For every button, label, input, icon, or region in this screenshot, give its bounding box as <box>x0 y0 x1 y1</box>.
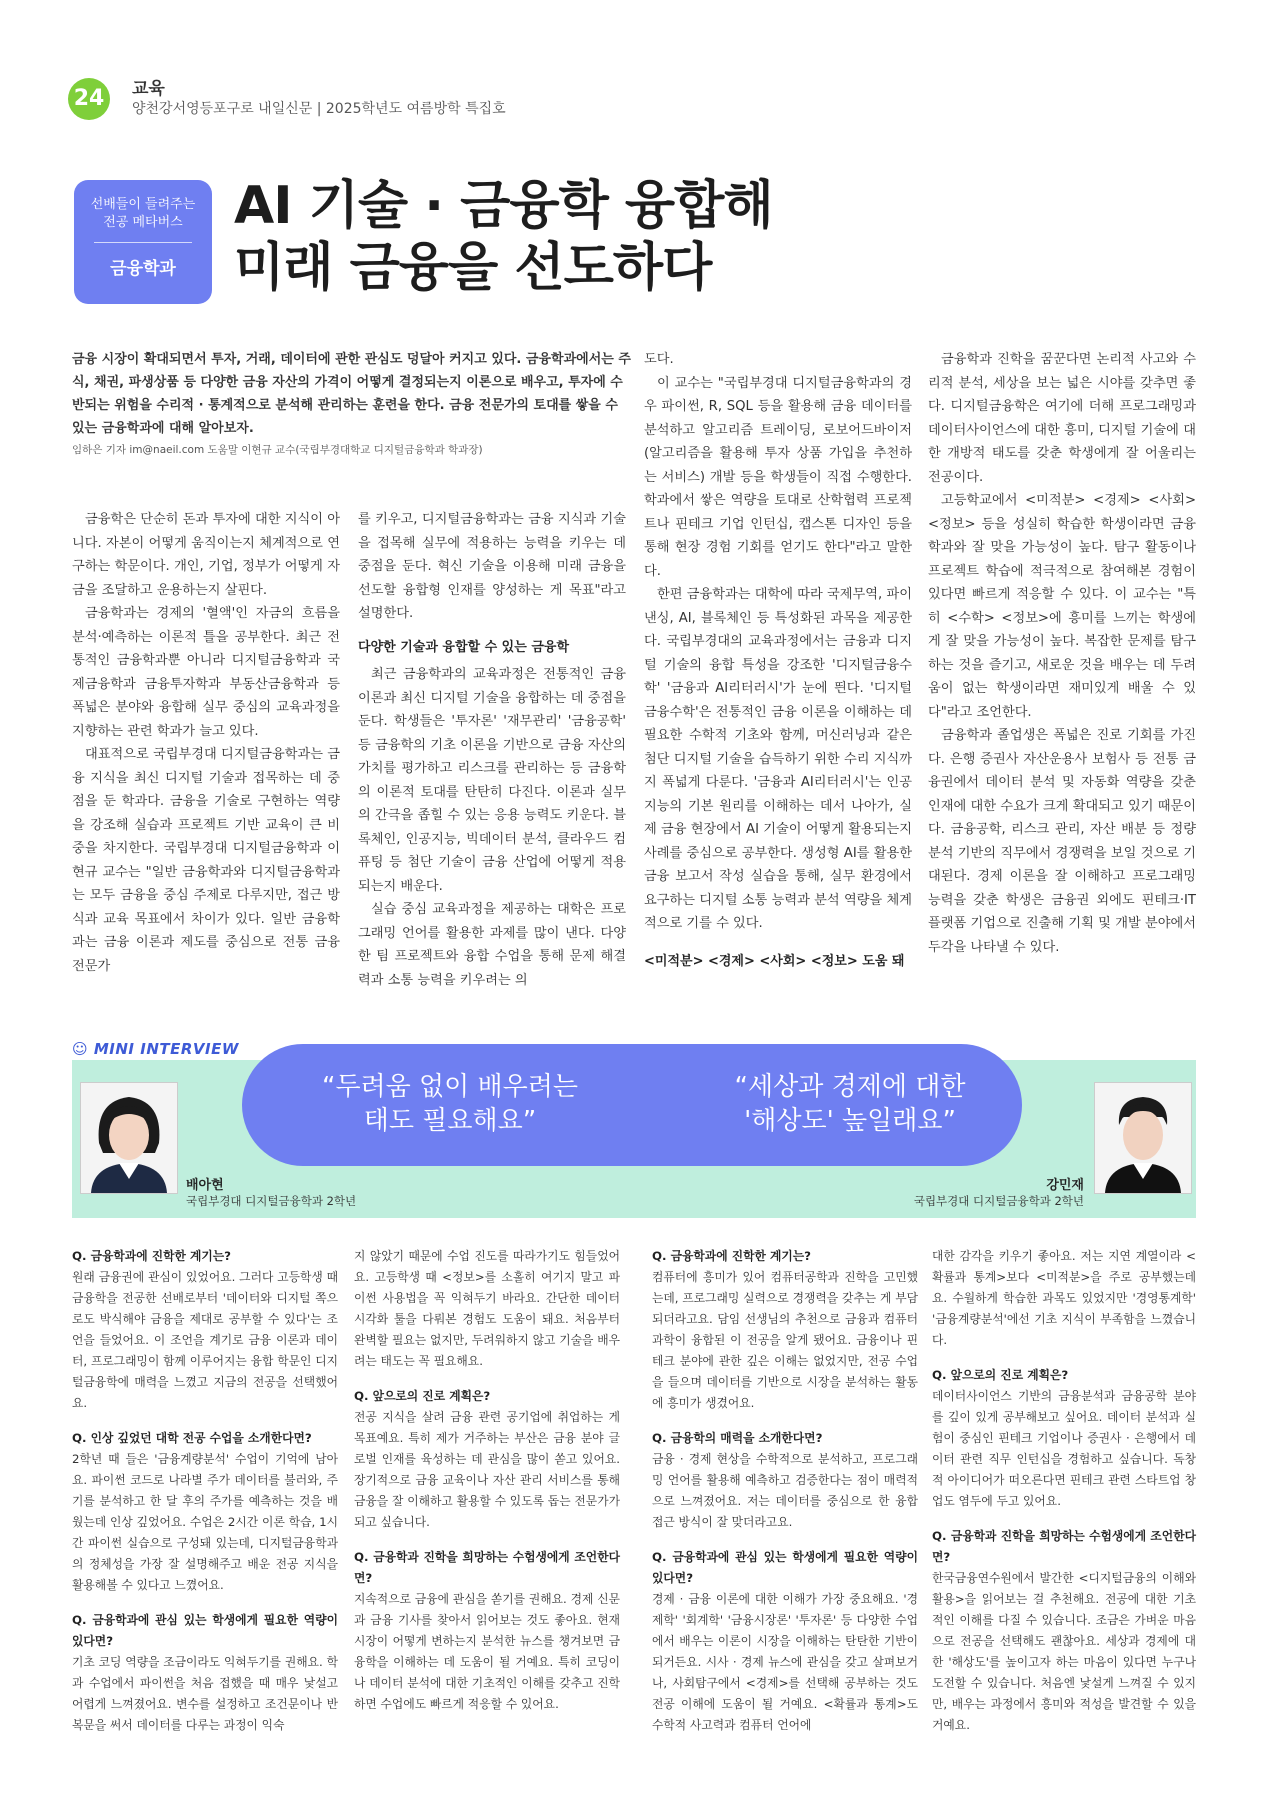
paragraph: 이 교수는 "국립부경대 디지털금융학과의 경우 파이썬, R, SQL 등을 활용해 금융 데이터를 분석하고 알고리즘 트레이딩, 로보어드바이저(알고리즘을 활용해 투자 상품 가입을 추천하는 서비스) 개발 등을 학생들이 직접 수행한다. 학과에서 쌓은 역량을 토대로 산학협력 프로젝트나 핀테크 기업 인턴십, 캡스톤 디자인 등을 통해 현장 경험 기회를 얻기도 한다"라고 말한다. <box>644 375 912 579</box>
page-number: 24 <box>68 78 110 120</box>
answer: 컴퓨터에 흥미가 있어 컴퓨터공학과 진학을 고민했는데, 프로그래밍 실력으로 경쟁력을 갖추는 게 부담되더라고요. 담임 선생님의 추천으로 금융과 컴퓨터과학이 융합된 이 전공을 알게 됐어요. 금융이나 핀테크 분야에 관한 깊은 이해는 없었지만, 전공 수업을 들으며 데이터를 기반으로 시장을 분석하는 활동에 흥미가 생겼어요. <box>652 1270 918 1410</box>
paragraph: 를 키우고, 디지털금융학과는 금융 지식과 기술을 접목해 실무에 적용하는 능력을 키우는 데 중점을 둔다. 혁신 기술을 이용해 미래 금융을 선도할 융합형 인재를 양성하는 게 목표"라고 설명한다. <box>358 512 626 621</box>
right-quote-line2: '해상도' 높일래요” <box>744 1106 956 1136</box>
question: Q. 금융학과에 진학한 계기는? <box>652 1249 812 1263</box>
article-column-1 <box>72 508 340 978</box>
lead-paragraph: 금융 시장이 확대되면서 투자, 거래, 데이터에 관한 관심도 덩달아 커지고 있다. 금융학과에서는 주식, 채권, 파생상품 등 다양한 금융 자산의 가격이 어떻게 결정되는지 이론으로 배우고, 투자에 수반되는 위험을 수리적 · 통계적으로 분석해 관리하는 훈련을 한다. 금융 전문가의 토대를 쌓을 수 있는 금융학과에 대해 알아보자. <box>72 352 631 436</box>
avatar-right <box>1094 1082 1192 1194</box>
section-label: 교육 <box>132 79 165 99</box>
paragraph: 대표적으로 국립부경대 디지털금융학과는 금융 지식을 최신 디지털 기술과 접목하는 데 중점을 둔 학과다. 금융을 기술로 구현하는 역량을 강조해 실습과 프로젝트 기반 교육이 큰 비중을 차지한다. 국립부경대 디지털금융학과 이현규 교수는 "일반 금융학과와 디지털금융학과는 모두 금융을 중심 주제로 다루지만, 접근 방식과 교육 목표에서 차이가 있다. 일반 금융학과는 금융 이론과 제도를 중심으로 전통 금융 전문가 <box>72 747 340 974</box>
person-icon: ☺ <box>72 1040 89 1058</box>
question: Q. 앞으로의 진로 계획은? <box>354 1389 491 1403</box>
answer: 2학년 때 들은 '금융계량분석' 수업이 기억에 남아요. 파이썬 코드로 나라별 주가 데이터를 불러와, 주기를 분석하고 한 달 후의 주가를 예측하는 것을 배웠는데 인상 깊었어요. 수업은 2시간 이론 학습, 1시간 파이썬 실습으로 구성돼 있는데, 디지털금융학과의 정체성을 가장 잘 설명해주고 배운 전공 지식을 활용해볼 수 있다고 느꼈어요. <box>72 1452 338 1592</box>
question: Q. 앞으로의 진로 계획은? <box>932 1368 1069 1382</box>
paper-title: 양천강서영등포구로 내일신문 | 2025학년도 여름방학 특집호 <box>132 101 506 117</box>
paragraph: 금융학과 진학을 꿈꾼다면 논리적 사고와 수리적 분석, 세상을 보는 넓은 시야를 갖추면 좋다. 디지털금융학은 여기에 더해 프로그래밍과 데이터사이언스에 대한 흥미, 디지털 기술에 대한 개방적 태도를 갖춘 학생에게 잘 어울리는 전공이다. <box>928 352 1196 485</box>
left-interviewee-dept: 국립부경대 디지털금융학과 2학년 <box>186 1194 357 1208</box>
paragraph: 한편 금융학과는 대학에 따라 국제무역, 파이낸싱, AI, 블록체인 등 특성화된 과목을 제공한다. 국립부경대의 교육과정에서는 금융과 디지털 기술의 융합 특성을 강조한 '디지털금융수학' '금융과 AI리터러시'가 눈에 띈다. '디지털금융수학'은 전통적인 금융 이론을 이해하는 데 필요한 수학적 기초와 함께, 머신러닝과 같은 첨단 디지털 기술을 습득하기 위한 수리 지식까지 폭넓게 다룬다. '금융과 AI리터러시'는 인공지능의 기본 원리를 이해하는 데서 나아가, 실제 금융 현장에서 AI 기술이 어떻게 활용되는지 사례를 중심으로 공부한다. 생성형 AI를 활용한 금융 보고서 작성 실습을 통해, 실무 환경에서 요구하는 디지털 소통 능력과 분석 역량을 체계적으로 기를 수 있다. <box>644 587 912 931</box>
answer: 지속적으로 금융에 관심을 쏟기를 권해요. 경제 신문과 금융 기사를 찾아서 읽어보는 것도 좋아요. 현재 시장이 어떻게 변하는지 분석한 뉴스를 챙겨보면 금융학을 이해하는 데 도움이 될 거예요. 특히 코딩이나 데이터 분석에 대한 기초적인 이해를 갖추고 진학하면 수업에도 빠르게 적응할 수 있어요. <box>354 1592 620 1711</box>
interview-column-1 <box>72 1246 338 1736</box>
question: Q. 금융학과 진학을 희망하는 수험생에게 조언한다면? <box>354 1550 620 1585</box>
question: Q. 금융학과에 관심 있는 학생에게 필요한 역량이 있다면? <box>72 1613 338 1648</box>
article-column-4 <box>928 348 1196 959</box>
answer: 경제 · 금융 이론에 대한 이해가 가장 중요해요. '경제학' '회계학' '금융시장론' '투자론' 등 다양한 수업에서 배우는 이론이 시장을 이해하는 탄탄한 기반이 되거든요. 시사 · 경제 뉴스에 관심을 갖고 살펴보거나, 사회탐구에서 <경제>를 선택해 공부하는 것도 전공 이해에 도움이 될 거예요. <확률과 통계>도 수학적 사고력과 컴퓨터 언어에 <box>652 1592 918 1732</box>
answer: 기초 코딩 역량을 조금이라도 익혀두기를 권해요. 학과 수업에서 파이썬을 처음 접했을 때 매우 낯설고 어렵게 느껴졌어요. 변수를 설정하고 조건문이나 반복문을 써서 데이터를 다루는 과정이 익숙 <box>72 1655 338 1732</box>
answer: 전공 지식을 살려 금융 관련 공기업에 취업하는 게 목표예요. 특히 제가 거주하는 부산은 금융 분야 글로벌 인재를 육성하는 데 관심을 많이 쏟고 있어요. 장기적으로 금융 교육이나 자산 관리 서비스를 통해 금융을 잘 이해하고 활용할 수 있도록 돕는 전문가가 되고 싶습니다. <box>354 1410 620 1529</box>
paragraph: 금융학과는 경제의 '혈액'인 자금의 흐름을 분석·예측하는 이론적 틀을 공부한다. 최근 전통적인 금융학과뿐 아니라 디지털금융학과 국제금융학과 금융투자학과 부동산금융학과 등 폭넓은 분야와 융합해 실무 중심의 교육과정을 지향하는 관련 학과가 늘고 있다. <box>72 606 340 739</box>
answer: 한국금융연수원에서 발간한 <디지털금융의 이해와 활용>을 읽어보는 걸 추천해요. 전공에 대한 기초적인 이해를 다질 수 있습니다. 조금은 가벼운 마음으로 전공을 선택해도 괜찮아요. 세상과 경제에 대한 '해상도'를 높이고자 하는 마음이 있다면 누구나 도전할 수 있습니다. 처음엔 낯설게 느껴질 수 있지만, 배우는 과정에서 흥미와 적성을 발견할 수 있을 거예요. <box>932 1571 1196 1732</box>
paragraph: 도다. <box>644 352 674 367</box>
tag-divider <box>94 242 192 243</box>
answer: 대한 감각을 키우기 좋아요. 저는 지연 계열이라 <확률과 통계>보다 <미적분>을 주로 공부했는데요. 수월하게 학습한 과목도 있었지만 '경영통계학' '금융계량분석'에선 기초 지식이 부족함을 느꼈습니다. <box>932 1249 1196 1347</box>
headline-line1: AI 기술 · 금융학 융합해 <box>234 176 773 236</box>
interview-column-4 <box>932 1246 1196 1736</box>
series-tag <box>74 180 212 304</box>
question: Q. 금융학의 매력을 소개한다면? <box>652 1431 823 1445</box>
question: Q. 금융학과 진학을 희망하는 수험생에게 조언한다면? <box>932 1529 1196 1564</box>
headline-line2: 미래 금융을 선도하다 <box>234 238 712 298</box>
series-line2: 전공 메타버스 <box>103 215 183 230</box>
right-quote <box>700 1070 1000 1138</box>
byline: 임하은 기자 im@naeil.com 도움말 이현규 교수(국립부경대학교 디지털금융학과 학과장) <box>72 444 483 456</box>
student-photo-left <box>81 1083 177 1193</box>
series-name <box>74 196 212 232</box>
question: Q. 금융학과에 진학한 계기는? <box>72 1249 232 1263</box>
student-photo-right <box>1095 1083 1191 1193</box>
left-quote-line2: 태도 필요해요” <box>363 1106 537 1136</box>
subheading: <미적분> <경제> <사회> <정보> 도움 돼 <box>644 953 905 969</box>
right-interviewee-dept: 국립부경대 디지털금융학과 2학년 <box>913 1194 1084 1208</box>
left-quote <box>300 1070 600 1138</box>
series-line1: 선배들이 들려주는 <box>90 197 196 212</box>
mini-interview-label <box>72 1040 239 1058</box>
paragraph: 금융학은 단순히 돈과 투자에 대한 지식이 아니다. 자본이 어떻게 움직이는지 체계적으로 연구하는 학문이다. 개인, 기업, 정부가 어떻게 자금을 조달하고 운용하는지 살핀다. <box>72 512 340 598</box>
answer: 지 않았기 때문에 수업 진도를 따라가기도 힘들었어요. 고등학생 때 <정보>를 소홀히 여기지 말고 파이썬 사용법을 꼭 익혀두기 바라요. 간단한 데이터 시각화 툴을 다뤄본 경험도 도움이 돼요. 처음부터 완벽할 필요는 없지만, 두려워하지 않고 기술을 배우려는 태도는 꼭 필요해요. <box>354 1249 620 1368</box>
paragraph: 금융학과 졸업생은 폭넓은 진로 기회를 가진다. 은행 증권사 자산운용사 보험사 등 전통 금융권에서 데이터 분석 및 자동화 역량을 갖춘 인재에 대한 수요가 크게 확대되고 있기 때문이다. 금융공학, 리스크 관리, 자산 배분 등 정량 분석 기반의 직무에서 경쟁력을 보일 것으로 기대된다. 경제 이론을 잘 이해하고 프로그래밍 능력을 갖춘 학생은 금융권 외에도 핀테크·IT 플랫폼 기업으로 진출해 기획 및 개발 분야에서 두각을 나타낼 수 있다. <box>928 728 1196 955</box>
avatar-left <box>80 1082 178 1194</box>
major-name: 금융학과 <box>110 259 176 279</box>
paragraph: 고등학교에서 <미적분> <경제> <사회> <정보> 등을 성실히 학습한 학생이라면 금융학과와 잘 맞을 가능성이 높다. 탐구 활동이나 프로젝트 학습에 적극적으로 참여해본 경험이 있다면 빠르게 적응할 수 있다. 이 교수는 "특히 <수학> <정보>에 흥미를 느끼는 학생에게 잘 맞을 가능성이 높다. 복잡한 문제를 탐구하는 것을 즐기고, 새로운 것을 배우는 데 두려움이 없는 학생이라면 재미있게 배울 수 있다"라고 조언한다. <box>928 493 1196 720</box>
right-quote-line1: “세상과 경제에 대한 <box>734 1072 966 1102</box>
interview-column-2 <box>354 1246 620 1715</box>
question: Q. 금융학과에 관심 있는 학생에게 필요한 역량이 있다면? <box>652 1550 918 1585</box>
right-interviewee-name: 강민재 <box>1046 1178 1084 1193</box>
headline <box>234 175 773 299</box>
left-interviewee-name: 배아현 <box>186 1178 224 1193</box>
paragraph: 실습 중심 교육과정을 제공하는 대학은 프로그래밍 언어를 활용한 과제를 많이 낸다. 다양한 팀 프로젝트와 융합 수업을 통해 문제 해결력과 소통 능력을 키우려는 의 <box>358 902 626 988</box>
article-column-3 <box>644 348 912 977</box>
left-quote-line1: “두려움 없이 배우려는 <box>321 1072 579 1102</box>
mini-interview-text: MINI INTERVIEW <box>93 1040 239 1058</box>
paragraph: 최근 금융학과의 교육과정은 전통적인 금융 이론과 최신 디지털 기술을 융합하는 데 중점을 둔다. 학생들은 '투자론' '재무관리' '금융공학' 등 금융학의 기초 이론을 기반으로 금융 자산의 가치를 평가하고 리스크를 관리하는 등 금융학의 이론적 토대를 탄탄히 다진다. 이론과 실무의 간극을 좁힐 수 있는 응용 능력도 키운다. 블록체인, 인공지능, 빅데이터 분석, 클라우드 컴퓨팅 등 첨단 기술이 금융 산업에 어떻게 적용되는지 배운다. <box>358 667 626 894</box>
answer: 데이터사이언스 기반의 금융분석과 금융공학 분야를 깊이 있게 공부해보고 싶어요. 데이터 분석과 실험이 중심인 핀테크 기업이나 증권사 · 은행에서 데이터 관련 직무 인턴십을 경험하고 싶습니다. 독창적 아이디어가 떠오른다면 핀테크 관련 스타트업 창업도 염두에 두고 있어요. <box>932 1389 1196 1508</box>
interview-column-3 <box>652 1246 918 1736</box>
article-column-2 <box>358 508 626 992</box>
question: Q. 인상 깊었던 대학 전공 수업을 소개한다면? <box>72 1431 312 1445</box>
answer: 금융 · 경제 현상을 수학적으로 분석하고, 프로그래밍 언어를 활용해 예측하고 검증한다는 점이 매력적으로 느껴졌어요. 저는 데이터를 중심으로 한 융합 접근 방식이 잘 맞더라고요. <box>652 1452 918 1529</box>
subheading: 다양한 기술과 융합할 수 있는 금융학 <box>358 639 569 655</box>
answer: 원래 금융권에 관심이 있었어요. 그러다 고등학생 때 금융학을 전공한 선배로부터 '데이터와 디지털 쪽으로도 박식해야 금융을 제대로 공부할 수 있다'는 조언을 들었어요. 이 조언을 계기로 금융 이론과 데이터, 프로그래밍이 함께 이루어지는 융합 학문인 디지털금융학에 매력을 느꼈고 지금의 전공을 선택했어요. <box>72 1270 338 1410</box>
